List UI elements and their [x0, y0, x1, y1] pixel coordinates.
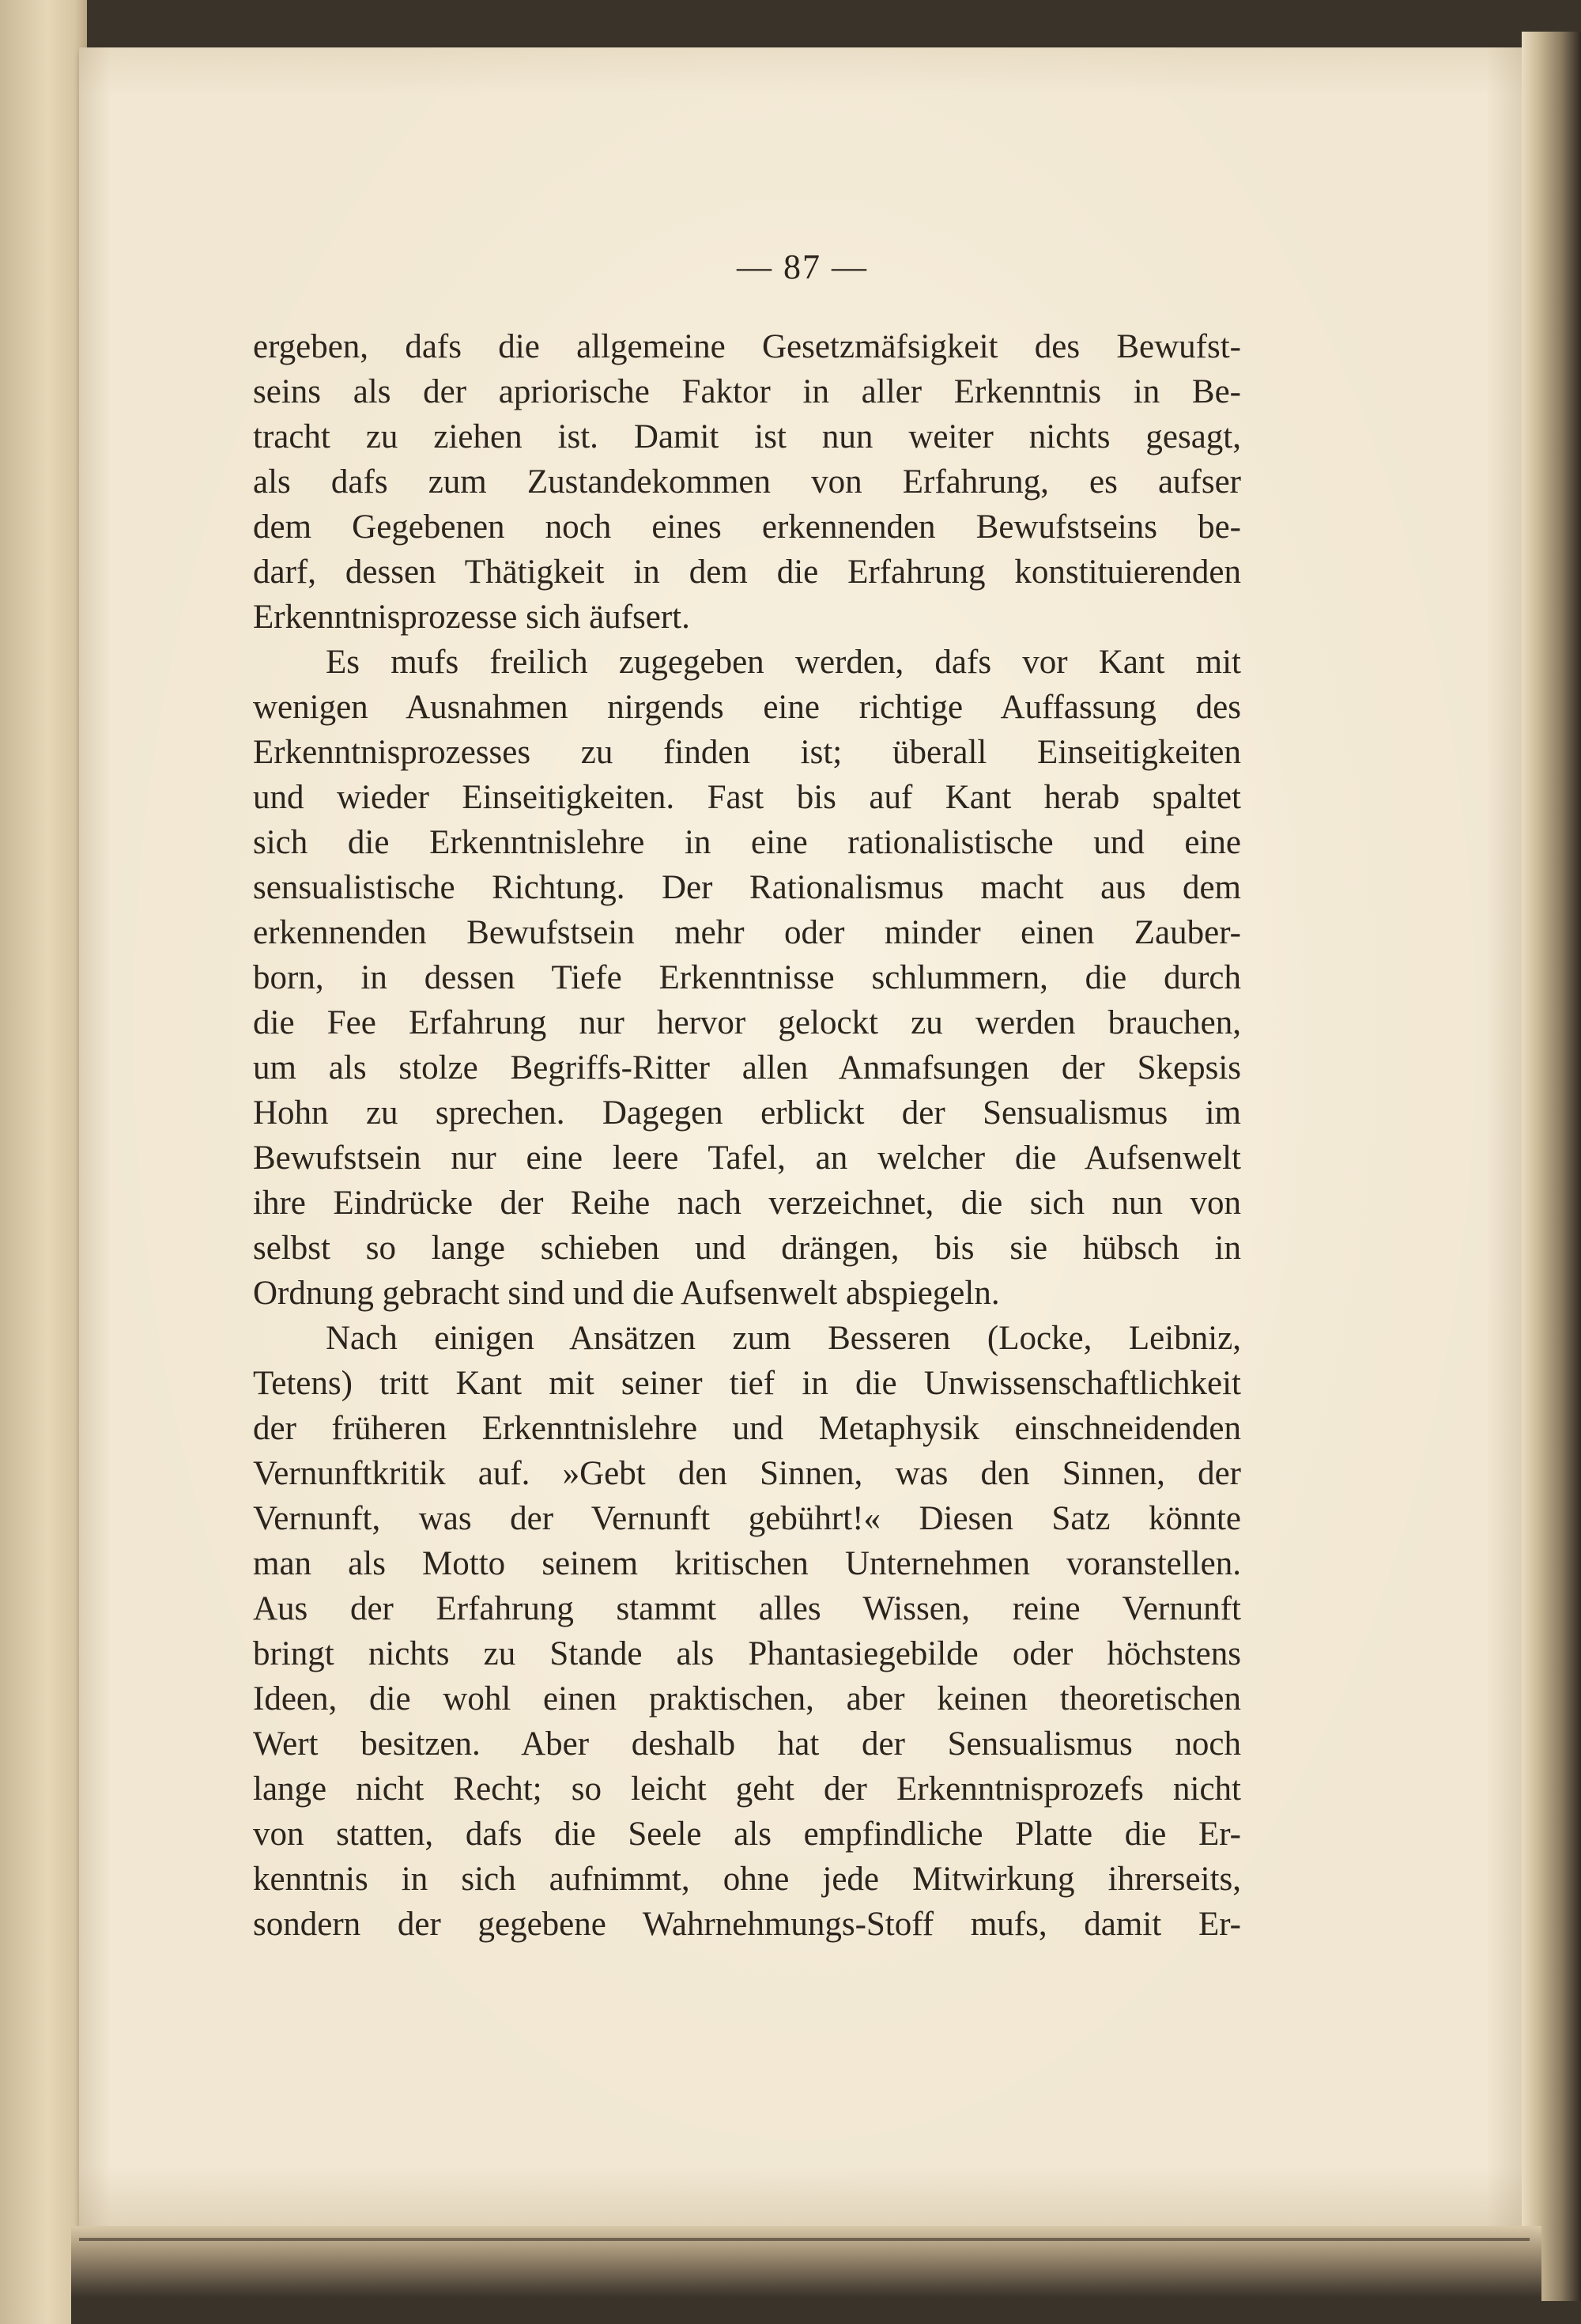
text-line: um als stolze Begriffs-Ritter allen Anmafsungen der Skepsis	[253, 1049, 1241, 1086]
text-line: sensualistische Richtung. Der Rationalismus macht aus dem	[253, 869, 1241, 906]
text-line: und wieder Einseitigkeiten. Fast bis auf Kant herab spaltet	[253, 779, 1241, 816]
text-line: wenigen Ausnahmen nirgends eine richtige Auffassung des	[253, 689, 1241, 726]
text-line: ihre Eindrücke der Reihe nach verzeichnet, die sich nun von	[253, 1185, 1241, 1222]
text-line: Ideen, die wohl einen praktischen, aber keinen theoretischen	[253, 1680, 1241, 1717]
page-right-edge	[1522, 32, 1581, 2301]
text-line: bringt nichts zu Stande als Phantasiegebilde oder höchstens	[253, 1635, 1241, 1672]
page-number: — 87 —	[737, 248, 868, 286]
paragraph-start-line: Es mufs freilich zugegeben werden, dafs vor Kant mit	[326, 644, 1241, 681]
text-line: Aus der Erfahrung stammt alles Wissen, reine Vernunft	[253, 1590, 1241, 1627]
text-line: Tetens) tritt Kant mit seiner tief in die Unwissenschaftlichkeit	[253, 1365, 1241, 1402]
text-line: lange nicht Recht; so leicht geht der Erkenntnisprozefs nicht	[253, 1770, 1241, 1808]
text-line: Erkenntnisprozesses zu finden ist; überall Einseitigkeiten	[253, 734, 1241, 771]
text-line: als dafs zum Zustandekommen von Erfahrung, es aufser	[253, 463, 1241, 501]
text-line: seins als der apriorische Faktor in aller Erkenntnis in Be-	[253, 373, 1241, 410]
body-text	[253, 324, 1241, 1947]
text-line: tracht zu ziehen ist. Damit ist nun weiter nichts gesagt,	[253, 418, 1241, 455]
text-line: der früheren Erkenntnislehre und Metaphysik einschneidenden	[253, 1410, 1241, 1447]
text-line: Erkenntnisprozesse sich äufsert.	[253, 599, 690, 636]
text-line: Vernunftkritik auf. »Gebt den Sinnen, was den Sinnen, der	[253, 1455, 1241, 1492]
text-line: dem Gegebenen noch eines erkennenden Bewufstseins be-	[253, 508, 1241, 546]
text-line: Wert besitzen. Aber deshalb hat der Sensualismus noch	[253, 1725, 1241, 1763]
text-line: Ordnung gebracht sind und die Aufsenwelt abspiegeln.	[253, 1275, 1000, 1312]
text-line: erkennenden Bewufstsein mehr oder minder einen Zauber-	[253, 914, 1241, 951]
bottom-rule	[79, 2238, 1530, 2241]
text-line: Hohn zu sprechen. Dagegen erblickt der Sensualismus im	[253, 1094, 1241, 1132]
text-line: darf, dessen Thätigkeit in dem die Erfahrung konstituierenden	[253, 554, 1241, 591]
text-line: man als Motto seinem kritischen Unternehmen voranstellen.	[253, 1545, 1241, 1582]
text-line: sondern der gegebene Wahrnehmungs-Stoff mufs, damit Er-	[253, 1906, 1241, 1943]
text-line: Bewufstsein nur eine leere Tafel, an welcher die Aufsenwelt	[253, 1139, 1241, 1177]
paragraph-start-line: Nach einigen Ansätzen zum Besseren (Locke, Leibniz,	[326, 1320, 1241, 1357]
text-line: die Fee Erfahrung nur hervor gelockt zu werden brauchen,	[253, 1004, 1241, 1041]
binding-edge	[0, 0, 87, 2324]
text-line: sich die Erkenntnislehre in eine rationalistische und eine	[253, 824, 1241, 861]
text-line: selbst so lange schieben und drängen, bis sie hübsch in	[253, 1230, 1241, 1267]
text-line: kenntnis in sich aufnimmt, ohne jede Mitwirkung ihrerseits,	[253, 1861, 1241, 1898]
text-line: Vernunft, was der Vernunft gebührt!« Diesen Satz könnte	[253, 1500, 1241, 1537]
text-line: born, in dessen Tiefe Erkenntnisse schlummern, die durch	[253, 959, 1241, 996]
text-line: von statten, dafs die Seele als empfindliche Platte die Er-	[253, 1816, 1241, 1853]
text-line: ergeben, dafs die allgemeine Gesetzmäfsigkeit des Bewufst-	[253, 328, 1241, 365]
